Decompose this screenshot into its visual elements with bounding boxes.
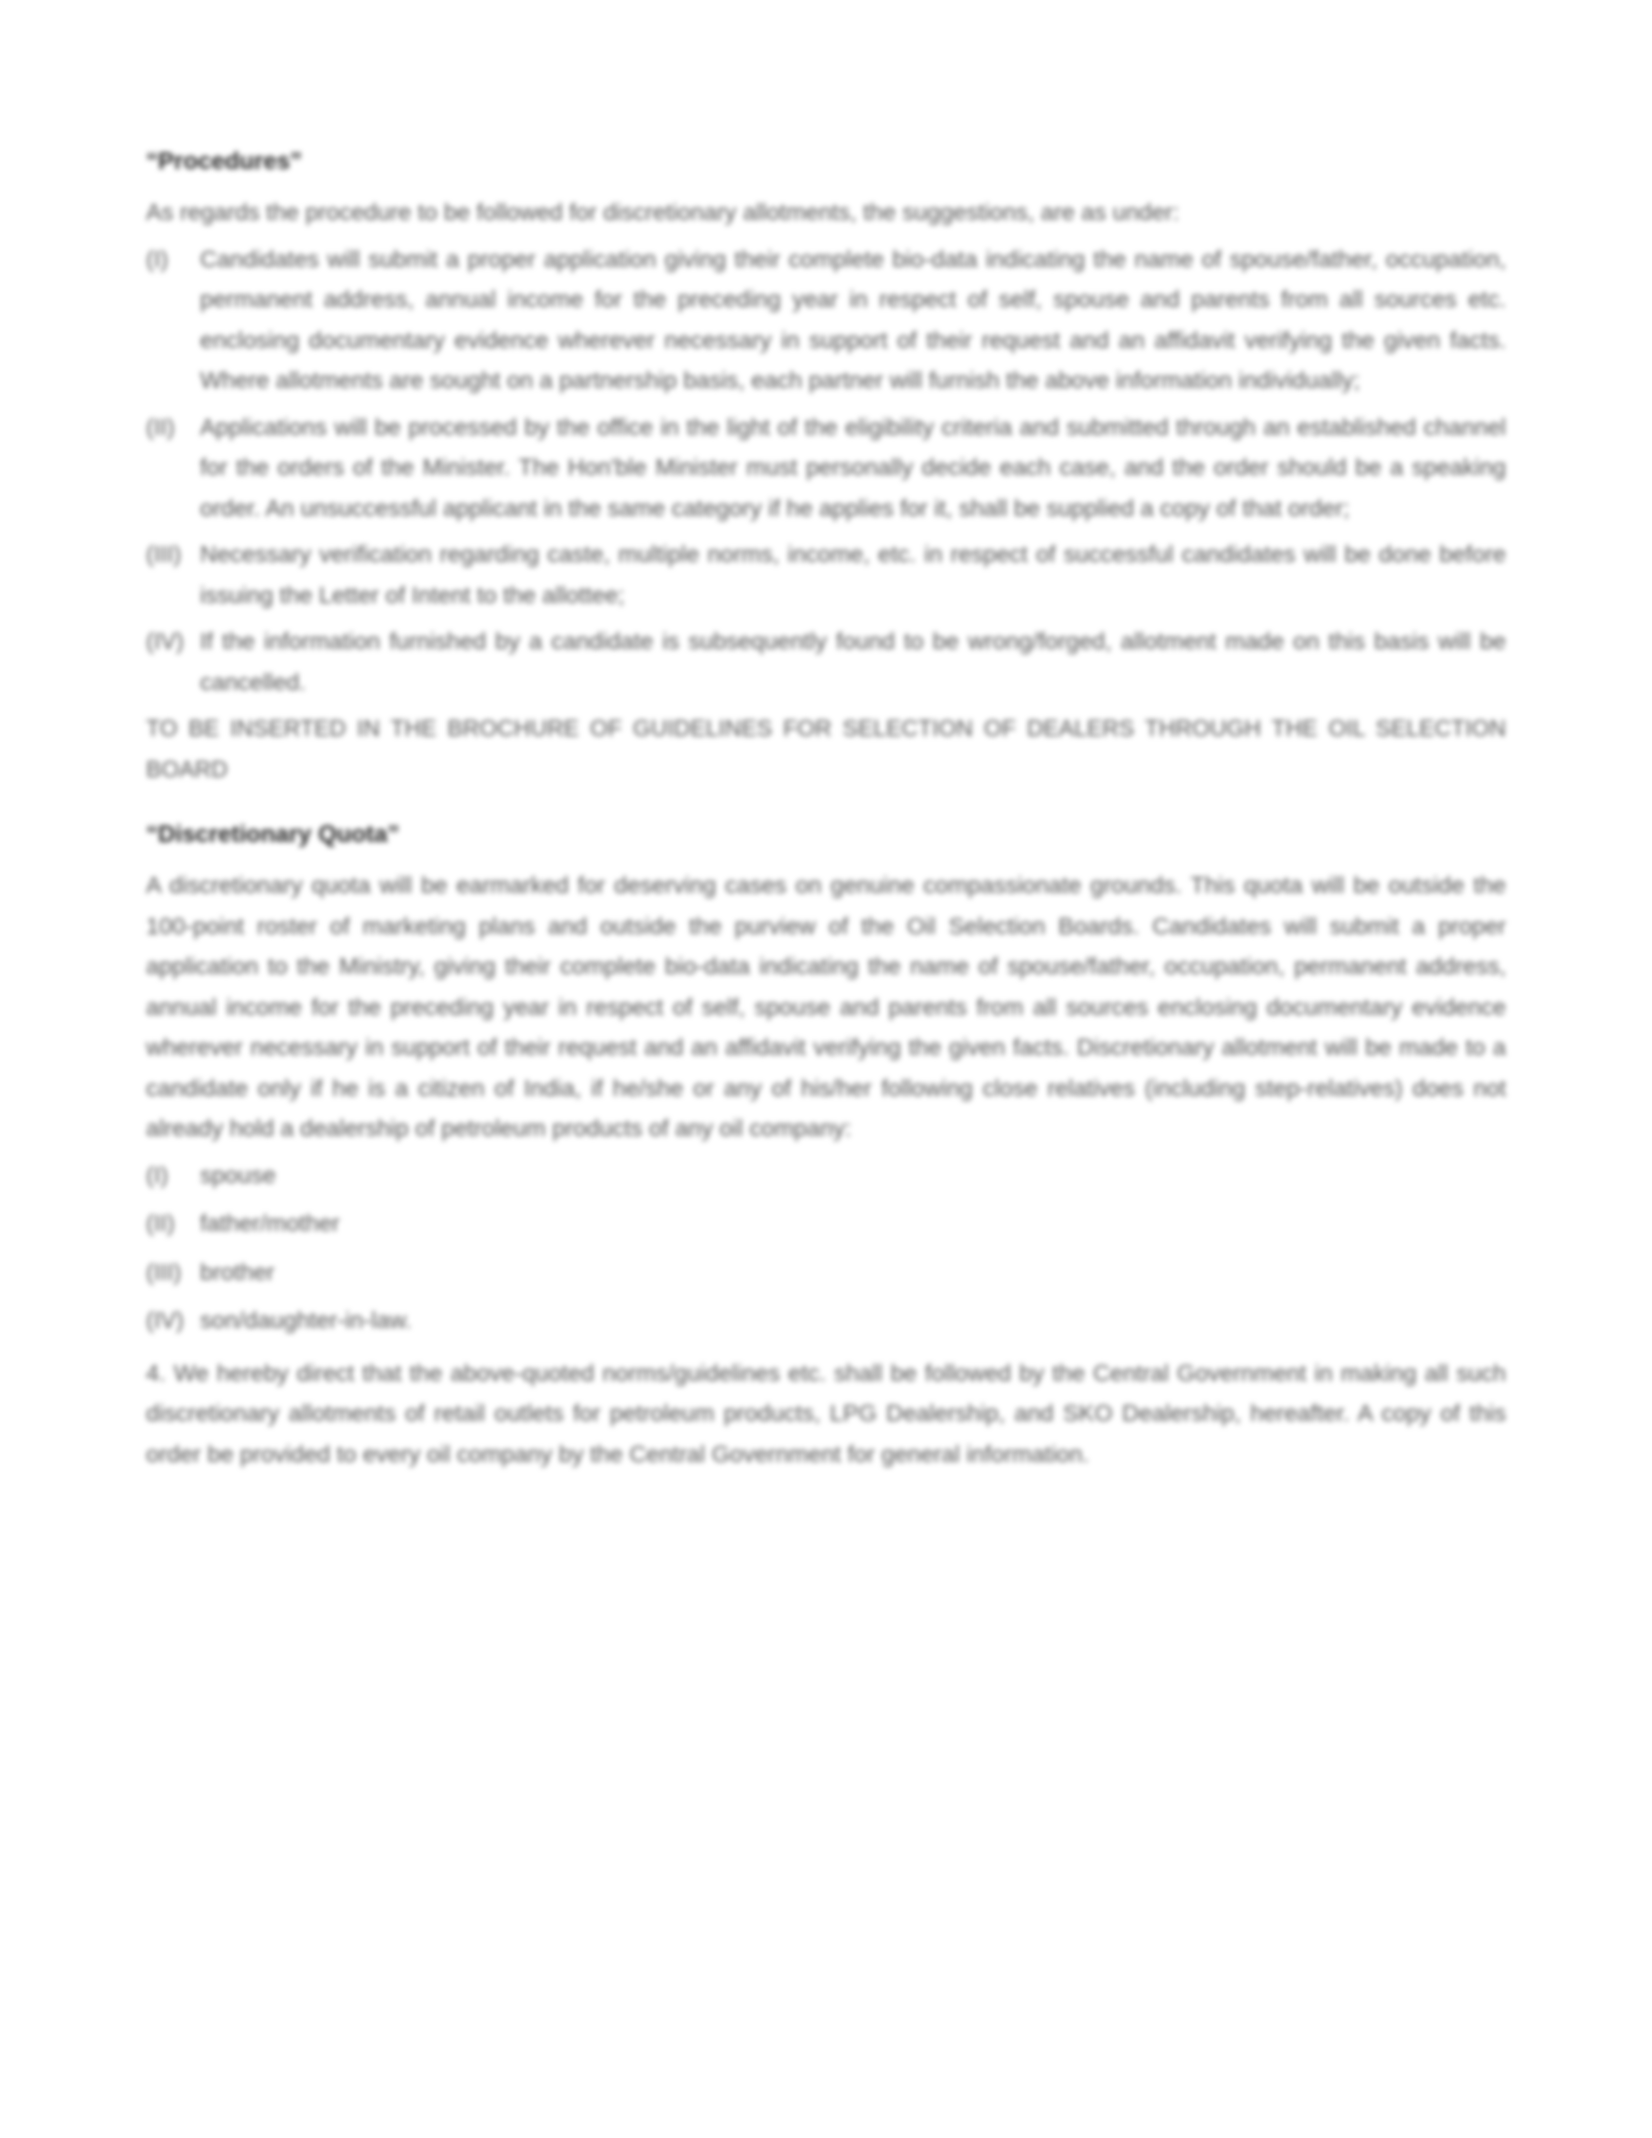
procedure-item-text: Candidates will submit a proper application giving their complete bio-data indicating the name of spouse/father, occupation, permanent address, annual income for the preceding year in respect of self, spouse and parents from all sources etc. enclosing documentary evidence wherever necessary in support of their request and an affidavit verifying the given facts. Where allotments are sought on a partnership basis, each partner will furnish the above information individually;: [200, 245, 1506, 393]
procedure-item-number: (II): [146, 413, 175, 440]
relative-item: [146, 1203, 1506, 1244]
relative-item-number: (II): [146, 1210, 175, 1236]
procedure-item: [146, 239, 1506, 401]
closing-paragraph: 4. We hereby direct that the above-quoted norms/guidelines etc. shall be followed by the Central Government in making all such discretionary allotments of retail outlets for petroleum products, LPG Dealership, and SKO Dealership, hereafter. A copy of this order be provided to every oil company by the Central Government for general information.: [146, 1359, 1506, 1467]
discretionary-quota-body: A discretionary quota will be earmarked for deserving cases on genuine compassionate grounds. This quota will be outside the 100-point roster of marketing plans and outside the purview of the Oil Selection Boards. Candidates will submit a proper application to the Ministry, giving their complete bio-data indicating the name of spouse/father, occupation, permanent address, annual income for the preceding year in respect of self, spouse and parents from all sources enclosing documentary evidence wherever necessary in support of their request and an affidavit verifying the given facts. Discretionary allotment will be made to a candidate only if he is a citizen of India, if he/she or any of his/her following close relatives (including step-relatives) does not already hold a dealership of petroleum products of any oil company:: [146, 872, 1506, 1141]
relative-item-number: (IV): [146, 1307, 184, 1333]
procedure-item-number: (I): [146, 245, 169, 272]
procedure-item: [146, 621, 1506, 702]
procedure-item-number: (III): [146, 541, 182, 567]
relative-item-number: (I): [146, 1161, 169, 1188]
procedures-heading: “Procedures”: [146, 148, 303, 175]
relative-item-text: father/mother: [200, 1210, 340, 1236]
procedure-item-number: (IV): [146, 628, 184, 654]
relative-item-text: brother: [200, 1258, 275, 1285]
procedure-item: [146, 534, 1506, 615]
discretionary-quota-heading: “Discretionary Quota”: [146, 821, 400, 848]
procedure-item-text: Necessary verification regarding caste, multiple norms, income, etc. in respect of successful candidates will be done before issuing the Letter of Intent to the allottee;: [200, 541, 1506, 608]
relative-item-text: spouse: [200, 1161, 276, 1188]
procedure-item: [146, 407, 1506, 529]
brochure-insert-note: TO BE INSERTED IN THE BROCHURE OF GUIDELINES FOR SELECTION OF DEALERS THROUGH THE OIL SELECTION BOARD: [146, 715, 1506, 782]
relative-item: [146, 1300, 1506, 1341]
procedure-item-text: Applications will be processed by the office in the light of the eligibility criteria and submitted through an established channel for the orders of the Minister. The Hon'ble Minister must personally decide each case, and the order should be a speaking order. An unsuccessful applicant in the same category if he applies for it, shall be supplied a copy of that order;: [200, 413, 1506, 521]
relative-item-text: son/daughter-in-law.: [200, 1307, 412, 1333]
document-page: [146, 142, 1506, 1480]
procedures-intro: As regards the procedure to be followed for discretionary allotments, the suggestions, are as under:: [146, 199, 1180, 225]
procedure-item-text: If the information furnished by a candidate is subsequently found to be wrong/forged, allotment made on this basis will be cancelled.: [200, 628, 1506, 695]
relative-item: [146, 1252, 1506, 1293]
relative-item-number: (III): [146, 1258, 182, 1285]
relative-item: [146, 1155, 1506, 1196]
